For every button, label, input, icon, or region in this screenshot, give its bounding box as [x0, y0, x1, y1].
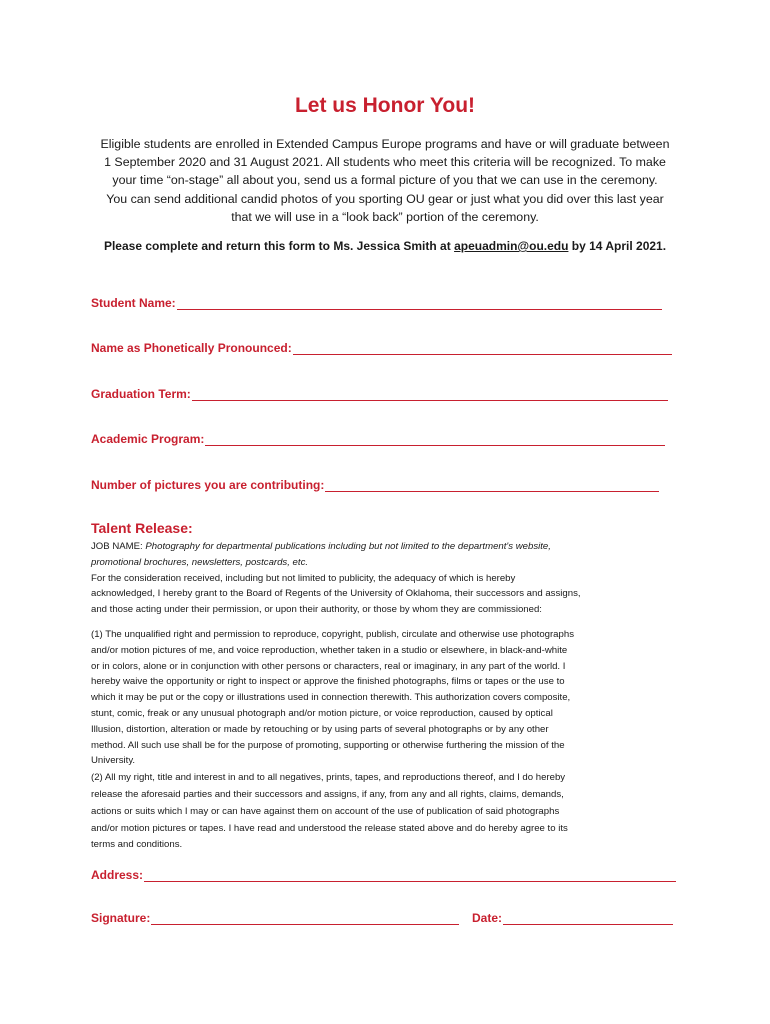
clause1-line: hereby waive the opportunity or right to inspect or approve the finished photographs, films or tapes or the use to [91, 676, 565, 688]
clause1-line: University. [91, 755, 136, 767]
clause1-line: and/or motion pictures of me, and voice reproduction, whether taken in a studio or elsewhere, in black-and-white [91, 644, 568, 656]
student-name-label: Student Name: [91, 296, 176, 310]
intro-line: Eligible students are enrolled in Extended Campus Europe programs and have or will graduate between [100, 137, 670, 151]
return-instruction [60, 239, 710, 253]
talent-release-heading: Talent Release: [91, 520, 193, 536]
job-name-value: promotional brochures, newsletters, postcards, etc. [91, 556, 309, 568]
clause2-line: actions or suits which I may or can have against them on account of the use of publication of said photographs [91, 805, 560, 817]
signature-field[interactable] [91, 911, 459, 925]
intro-line: 1 September 2020 and 31 August 2021. All students who meet this criteria will be recognized. To make [104, 155, 666, 170]
date-input-line[interactable] [503, 912, 673, 925]
instruction-text: Please complete and return this form to Ms. Jessica Smith at [103, 239, 455, 253]
job-name-label: JOB NAME: [91, 541, 146, 552]
consideration-line: acknowledged, I hereby grant to the Board of Regents of the University of Oklahoma, their successors and assigns, [91, 588, 581, 600]
academic-program-field[interactable] [91, 432, 665, 446]
intro-line: You can send additional candid photos of you sporting OU gear or just what you did over this last year [106, 191, 664, 206]
date-field[interactable] [472, 911, 673, 925]
consideration-line: For the consideration received, including but not limited to publicity, the adequacy of which is hereby [91, 572, 516, 584]
address-label: Address: [91, 868, 144, 882]
student-name-input-line[interactable] [177, 297, 662, 310]
clause2-line: and/or motion pictures or tapes. I have read and understood the release stated above and do hereby agree to its [91, 822, 568, 834]
student-name-field[interactable] [91, 296, 662, 310]
date-label: Date: [472, 911, 503, 925]
instruction-deadline: by 14 April 2021. [568, 239, 667, 253]
clause1-line: stunt, comic, freak or any unusual photograph and/or motion picture, or voice reproduction, caused by optical [91, 707, 553, 719]
clause1-line: which it may be put or the copy or illustrations used in connection therewith. This authorization covers composite, [91, 692, 571, 704]
intro-line: that we will use in a “look back” portion of the ceremony. [231, 209, 539, 224]
graduation-term-label: Graduation Term: [91, 387, 191, 401]
clause1-line: Illusion, distortion, alteration or made by retouching or by using parts of several photographs or by any other [91, 723, 549, 735]
address-input-line[interactable] [144, 869, 676, 882]
job-name-block [91, 539, 691, 618]
clause2-line: terms and conditions. [91, 839, 183, 851]
page-title: Let us Honor You! [294, 94, 476, 117]
address-field[interactable] [91, 868, 676, 882]
num-pictures-field[interactable] [91, 478, 659, 492]
clause1-line: method. All such use shall be for the purpose of promoting, supporting or otherwise furthering the mission of the [91, 739, 565, 751]
clause-block [91, 627, 691, 853]
signature-label: Signature: [91, 911, 151, 925]
clause2-line: (2) All my right, title and interest in and to all negatives, prints, tapes, and reproductions thereof, and I do hereby [91, 772, 566, 784]
academic-program-input-line[interactable] [205, 433, 665, 446]
graduation-term-field[interactable] [91, 387, 668, 401]
graduation-term-input-line[interactable] [192, 388, 668, 401]
intro-paragraph [86, 135, 684, 226]
clause1-line: (1) The unqualified right and permission to reproduce, copyright, publish, circulate and otherwise use photographs [91, 629, 574, 640]
email-link[interactable]: apeuadmin@ou.edu [454, 239, 569, 253]
num-pictures-label: Number of pictures you are contributing: [91, 478, 325, 492]
phonetic-name-field[interactable] [91, 341, 672, 355]
clause1-line: or in colors, alone or in conjunction with other persons or characters, real or imaginary, in any part of the world. I [91, 660, 566, 672]
phonetic-name-input-line[interactable] [293, 342, 672, 355]
consideration-line: and those acting under their permission, or upon their authority, or those by whom they are commissioned: [91, 604, 542, 616]
job-name-value: Photography for departmental publications including but not limited to the department's website, [145, 541, 551, 552]
signature-input-line[interactable] [151, 912, 459, 925]
phonetic-name-label: Name as Phonetically Pronounced: [91, 341, 292, 355]
clause2-line: release the aforesaid parties and their successors and assigns, if any, from any and all rights, claims, demands, [91, 788, 564, 800]
academic-program-label: Academic Program: [91, 432, 205, 446]
num-pictures-input-line[interactable] [325, 479, 659, 492]
intro-line: your time “on-stage” all about you, send us a formal picture of you that we can use in the ceremony. [112, 173, 658, 188]
